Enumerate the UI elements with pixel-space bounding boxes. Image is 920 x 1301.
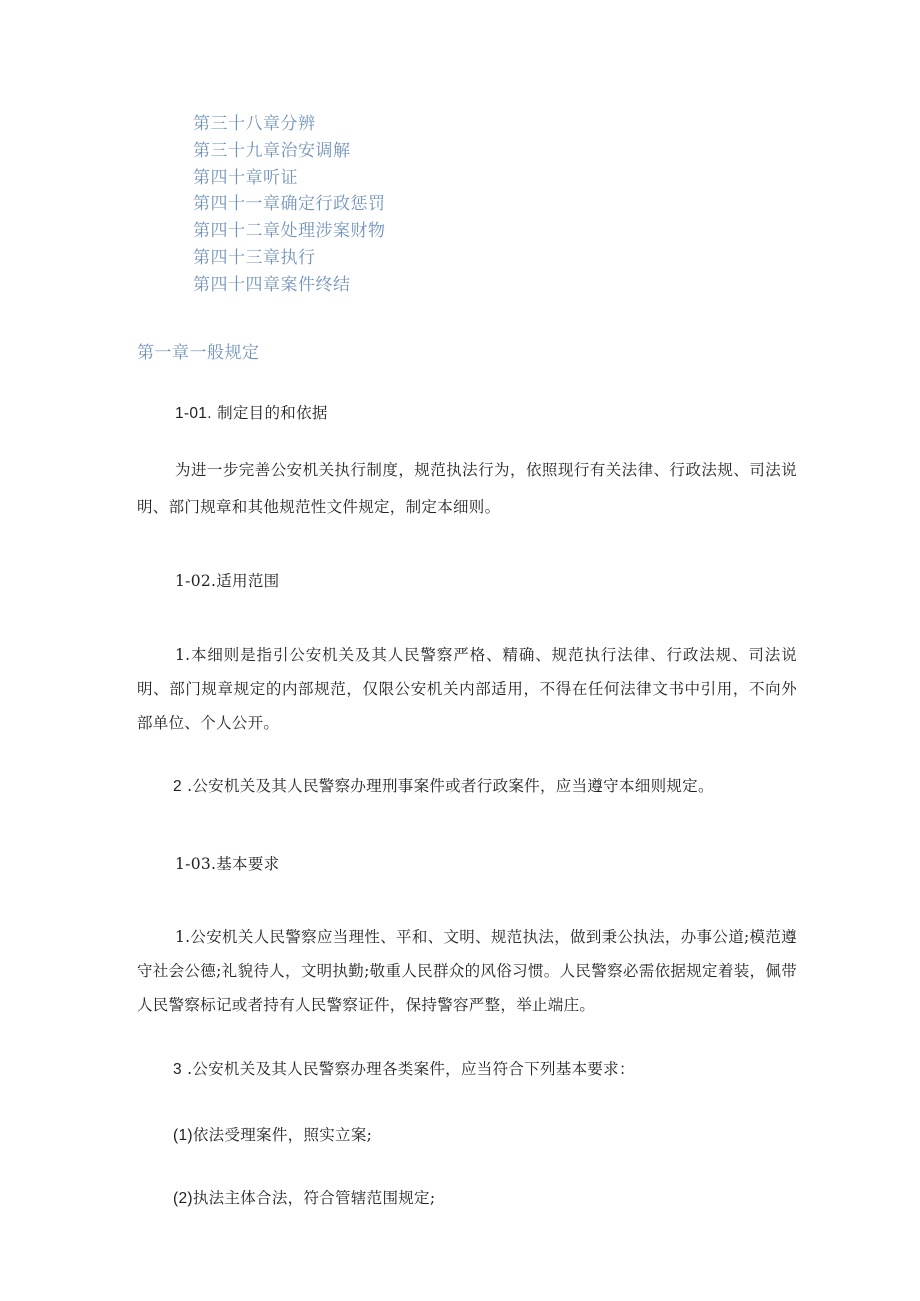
toc-item-chapter-41[interactable]: 第四十一章确定行政惩罚 — [193, 194, 386, 215]
paragraph-purpose: 为进一步完善公安机关执行制度，规范执法行为，依照现行有关法律、行政法规、司法说明、部门规章和其他规范性文件规定，制定本细则。 — [137, 461, 797, 516]
paragraph-number: 2 — [173, 778, 182, 795]
paragraph-text: .公安机关及其人民警察办理刑事案件或者行政案件，应当遵守本细则规定。 — [181, 777, 714, 795]
section-heading-1-03: 1-03.基本要求 — [175, 855, 280, 873]
list-item-number: (1) — [173, 1127, 193, 1144]
table-of-contents — [193, 111, 386, 299]
paragraph-number: 3 — [173, 1061, 182, 1078]
toc-item-chapter-40[interactable]: 第四十章听证 — [193, 167, 298, 188]
list-item-text: 执法主体合法，符合管辖范围规定; — [192, 1189, 436, 1207]
list-item-number: (2) — [173, 1190, 193, 1207]
toc-item-chapter-38[interactable]: 第三十八章分辨 — [193, 114, 316, 134]
section-heading-1-02: 1-02.适用范围 — [175, 572, 280, 590]
list-item — [173, 1186, 435, 1208]
section-heading-text: 制定目的和依据 — [211, 404, 328, 422]
paragraph-requirements-3 — [173, 1057, 635, 1079]
paragraph-requirements-1: 1.公安机关人民警察应当理性、平和、文明、规范执法，做到秉公执法，办事公道;模范遵守社会公德;礼貌待人，文明执勤;敬重人民群众的风俗习惯。人民警察必需依据规定着装，佩带人民警察标记或者持有人民警察证件，保持警容严整，举止端庄。 — [137, 928, 797, 1014]
chapter-title: 第一章一般规定 — [137, 343, 260, 363]
toc-item-chapter-44[interactable]: 第四十四章案件终结 — [193, 274, 351, 295]
toc-item-chapter-39[interactable]: 第三十九章治安调解 — [193, 140, 351, 161]
list-item-text: 依法受理案件，照实立案; — [192, 1126, 373, 1144]
paragraph-scope-1: 1.本细则是指引公安机关及其人民警察严格、精确、规范执行法律、行政法规、司法说明、部门规章规定的内部规范，仅限公安机关内部适用，不得在任何法律文书中引用，不向外部单位、个人公开。 — [137, 646, 797, 732]
section-heading-1-01 — [175, 401, 328, 423]
list-item — [173, 1123, 372, 1145]
section-number: 1-01. — [175, 405, 212, 422]
toc-item-chapter-43[interactable]: 第四十三章执行 — [193, 247, 316, 268]
toc-item-chapter-42[interactable]: 第四十二章处理涉案财物 — [193, 221, 386, 242]
paragraph-text: .公安机关及其人民警察办理各类案件，应当符合下列基本要求： — [181, 1060, 635, 1078]
paragraph-scope-2 — [173, 774, 714, 796]
